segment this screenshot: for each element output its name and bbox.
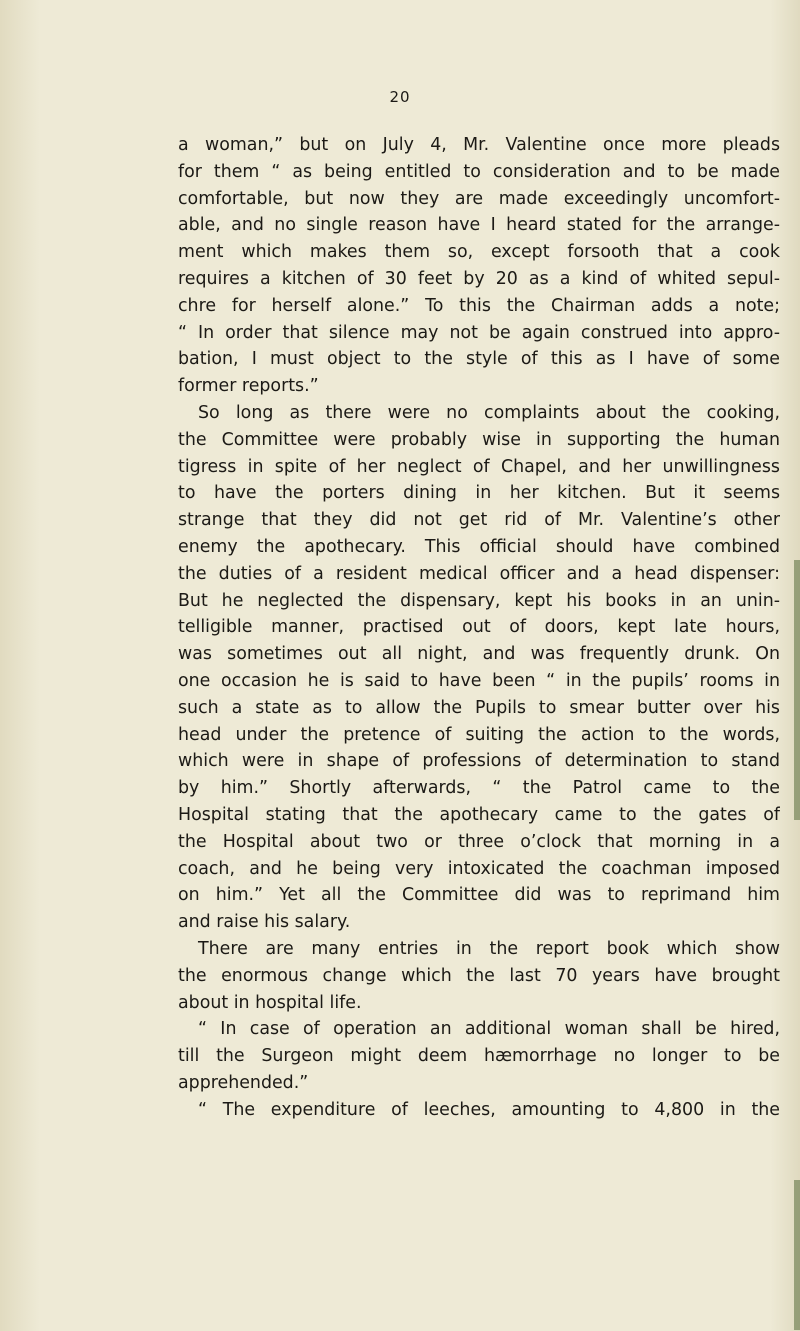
text-line: enemy the apothecary. This official should have combined	[178, 536, 780, 557]
text-line: “ The expenditure of leeches, amounting to 4,800 in the	[198, 1099, 780, 1120]
text-line: for them “ as being entitled to consideration and to be made	[178, 161, 780, 182]
page-number: 20	[389, 88, 411, 106]
text-line: such a state as to allow the Pupils to smear butter over his	[178, 697, 780, 718]
text-line: There are many entries in the report book which show	[198, 938, 780, 959]
text-line: was sometimes out all night, and was frequently drunk. On	[178, 644, 780, 665]
text-line: and raise his salary.	[178, 912, 351, 933]
text-line: “ In order that silence may not be again construed into appro-	[178, 322, 780, 343]
text-line: till the Surgeon might deem hæmorrhage no longer to be	[178, 1046, 780, 1067]
text-line: one occasion he is said to have been “ in the pupils’ rooms in	[178, 670, 780, 691]
text-line: So long as there were no complaints about the cooking,	[198, 402, 780, 423]
text-line: able, and no single reason have I heard stated for the arrange-	[178, 215, 780, 236]
text-line: a woman,” but on July 4, Mr. Valentine once more pleads	[178, 135, 780, 155]
text-line: strange that they did not get rid of Mr. Valentine’s other	[178, 510, 780, 531]
text-line: to have the porters dining in her kitchen. But it seems	[178, 483, 780, 504]
text-line: former reports.”	[178, 376, 319, 397]
text-line: the Committee were probably wise in supporting the human	[178, 429, 780, 450]
text-line: apprehended.”	[178, 1072, 309, 1093]
text-line: chre for herself alone.” To this the Chairman adds a note;	[178, 295, 780, 316]
text-line: Hospital stating that the apothecary came to the gates of	[178, 804, 780, 825]
text-line: about in hospital life.	[178, 992, 362, 1013]
text-line: the enormous change which the last 70 years have brought	[178, 965, 780, 986]
page-edge-shadow	[794, 1180, 800, 1330]
text-line: on him.” Yet all the Committee did was to reprimand him	[178, 885, 780, 906]
page-edge-shadow	[794, 560, 800, 820]
text-line: head under the pretence of suiting the action to the words,	[178, 724, 780, 745]
text-line: telligible manner, practised out of doors, kept late hours,	[178, 617, 780, 638]
text-line: comfortable, but now they are made exceedingly uncomfort-	[178, 188, 780, 209]
text-line: coach, and he being very intoxicated the coachman imposed	[178, 858, 780, 879]
text-line: the Hospital about two or three o’clock that morning in a	[178, 831, 780, 852]
text-line: the duties of a resident medical officer and a head dispenser:	[178, 563, 780, 584]
text-line: ment which makes them so, except forsooth that a cook	[178, 242, 780, 263]
text-line: bation, I must object to the style of this as I have of some	[178, 349, 780, 370]
text-line: which were in shape of professions of determination to stand	[178, 751, 780, 772]
text-line: by him.” Shortly afterwards, “ the Patrol came to the	[178, 778, 780, 799]
text-line: But he neglected the dispensary, kept his books in an unin-	[178, 590, 780, 611]
text-line: “ In case of operation an additional woman shall be hired,	[198, 1019, 780, 1040]
page-body-text	[178, 132, 780, 1123]
text-line: tigress in spite of her neglect of Chapel, and her unwillingness	[178, 456, 780, 477]
text-line: requires a kitchen of 30 feet by 20 as a kind of whited sepul-	[178, 268, 780, 289]
